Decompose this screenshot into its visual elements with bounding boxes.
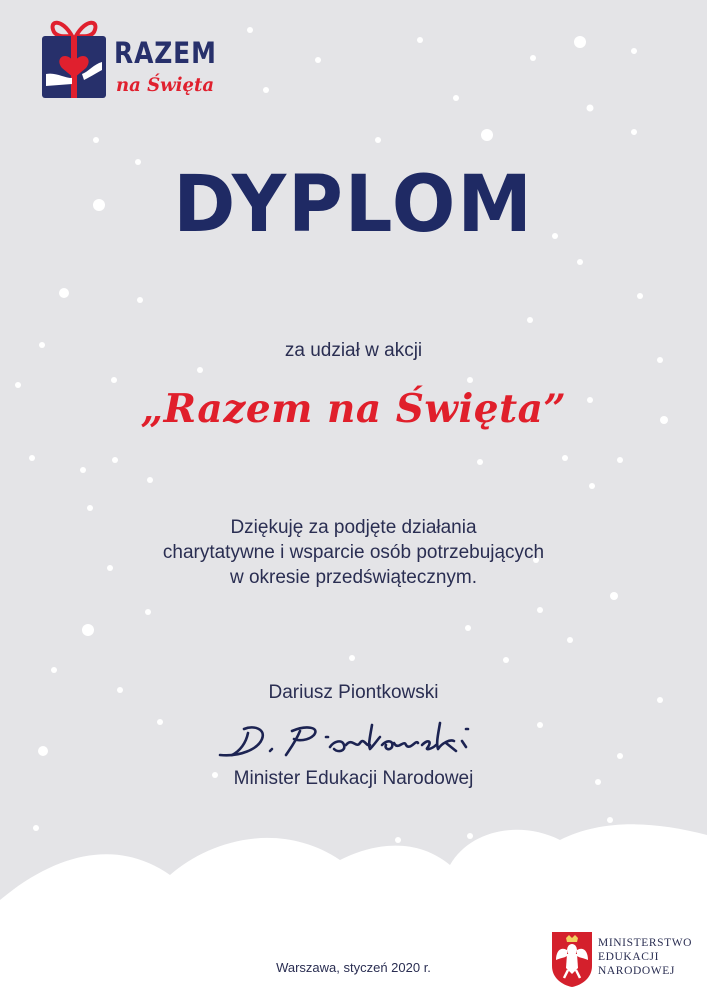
place-and-date: Warszawa, styczeń 2020 r.	[276, 960, 431, 975]
signer-role: Minister Edukacji Narodowej	[233, 768, 474, 789]
ministry-name-line: EDUKACJI	[598, 951, 660, 963]
thanks-line: w okresie przedświątecznym.	[229, 567, 478, 588]
campaign-name: „Razem na Święta”	[140, 386, 567, 432]
gift-hands-heart-icon	[38, 14, 110, 100]
signer-name: Dariusz Piontkowski	[268, 682, 439, 703]
ministry-name-line: MINISTERSTWO	[598, 937, 693, 949]
thanks-paragraph	[0, 515, 707, 590]
thanks-line: charytatywne i wsparcie osób potrzebujących	[162, 542, 545, 563]
eagle-emblem-icon	[550, 930, 594, 988]
razem-na-swieta-logo	[38, 14, 238, 104]
ministry-name	[598, 936, 692, 978]
ministry-name-line: NARODOWEJ	[598, 965, 675, 977]
ministry-logo	[550, 930, 707, 990]
handwritten-signature	[210, 715, 500, 765]
diploma-title: DYPLOM	[173, 160, 534, 250]
intro-text: za udział w akcji	[284, 340, 423, 361]
thanks-line: Dziękuję za podjęte działania	[230, 517, 477, 538]
logo-title-line2: na Święta	[116, 74, 215, 96]
logo-title-line1: RAZEM	[114, 36, 217, 70]
